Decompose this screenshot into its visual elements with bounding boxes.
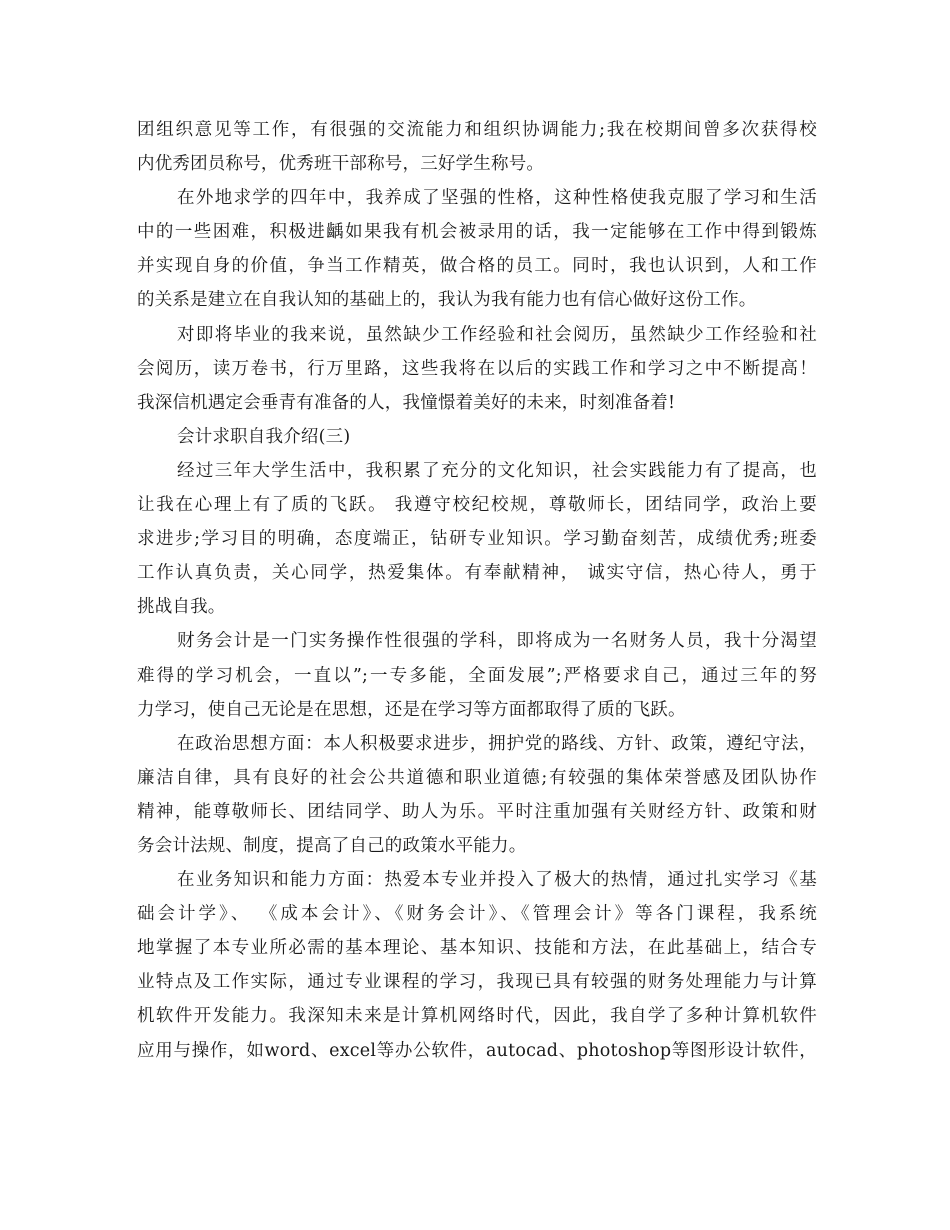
- paragraph-first-line: 在业务知识和能力方面：热爱本专业并投入了极大的热情，通过扎实学习《基: [177, 870, 817, 891]
- text-line: 内优秀团员称号，优秀班干部称号，三好学生称号。: [137, 154, 545, 175]
- paragraph-first-line: 在政治思想方面：本人积极要求进步，拥护党的路线、方针、政策，遵纪守法，: [177, 733, 817, 754]
- text-line: 并实现自身的价值，争当工作精英，做合格的员工。同时，我也认识到，人和工作: [137, 256, 817, 277]
- text-line: 的关系是建立在自我认知的基础上的，我认为我有能力也有信心做好这份工作。: [137, 290, 757, 311]
- text-line: 机软件开发能力。我深知未来是计算机网络时代，因此，我自学了多种计算机软件: [137, 1006, 817, 1027]
- section-heading: 会计求职自我介绍(三): [177, 426, 351, 447]
- paragraph-first-line: 财务会计是一门实务操作性很强的学科，即将成为一名财务人员，我十分渴望: [177, 631, 817, 652]
- text-line: 让我在心理上有了质的飞跃。 我遵守校纪校规，尊敬师长，团结同学，政治上要: [137, 495, 817, 516]
- document-page: [137, 113, 817, 1068]
- text-line: 务会计法规、制度，提高了自己的政策水平能力。: [137, 835, 527, 856]
- text-line: 地掌握了本专业所必需的基本理论、基本知识、技能和方法，在此基础上，结合专: [137, 938, 817, 959]
- text-line: 我深信机遇定会垂青有准备的人，我憧憬着美好的未来，时刻准备着!: [137, 392, 676, 413]
- text-line: 中的一些困难，积极进齲如果我有机会被录用的话，我一定能够在工作中得到锻炼: [137, 222, 817, 243]
- text-line: 力学习，使自己无论是在思想，还是在学习等方面都取得了质的飞跃。: [137, 699, 686, 720]
- text-line: 求进步;学习目的明确，态度端正，钻研专业知识。学习勤奋刻苦，成绩优秀;班委: [137, 529, 817, 550]
- paragraph-first-line: 对即将毕业的我来说，虽然缺少工作经验和社会阅历，虽然缺少工作经验和社: [177, 324, 817, 345]
- text-line: 工作认真负责，关心同学，热爱集体。有奉献精神， 诚实守信，热心待人，勇于: [137, 563, 817, 584]
- paragraph-first-line: 在外地求学的四年中，我养成了坚强的性格，这种性格使我克服了学习和生活: [177, 188, 817, 209]
- text-line: 廉洁自律，具有良好的社会公共道德和职业道德;有较强的集体荣誉感及团队协作: [137, 767, 817, 788]
- text-line: 挑战自我。: [137, 597, 226, 618]
- text-line: 础会计学》、 《成本会计》、《财务会计》、《管理会计》等各门课程，我系统: [137, 904, 817, 925]
- text-line: 应用与操作，如word、excel等办公软件，autocad、photoshop等图形设计软件，: [137, 1040, 817, 1061]
- text-line: 难得的学习机会，一直以”;一专多能，全面发展”;严格要求自己，通过三年的努: [137, 665, 817, 686]
- text-line: 团组织意见等工作，有很强的交流能力和组织协调能力;我在校期间曾多次获得校: [137, 120, 817, 140]
- text-line: 会阅历，读万卷书，行万里路，这些我将在以后的实践工作和学习之中不断提高！: [137, 358, 817, 379]
- paragraph-first-line: 经过三年大学生活中，我积累了充分的文化知识，社会实践能力有了提高，也: [177, 460, 817, 481]
- text-line: 精神，能尊敬师长、团结同学、助人为乐。平时注重加强有关财经方针、政策和财: [137, 801, 817, 822]
- text-line: 业特点及工作实际，通过专业课程的学习，我现已具有较强的财务处理能力与计算: [137, 972, 817, 993]
